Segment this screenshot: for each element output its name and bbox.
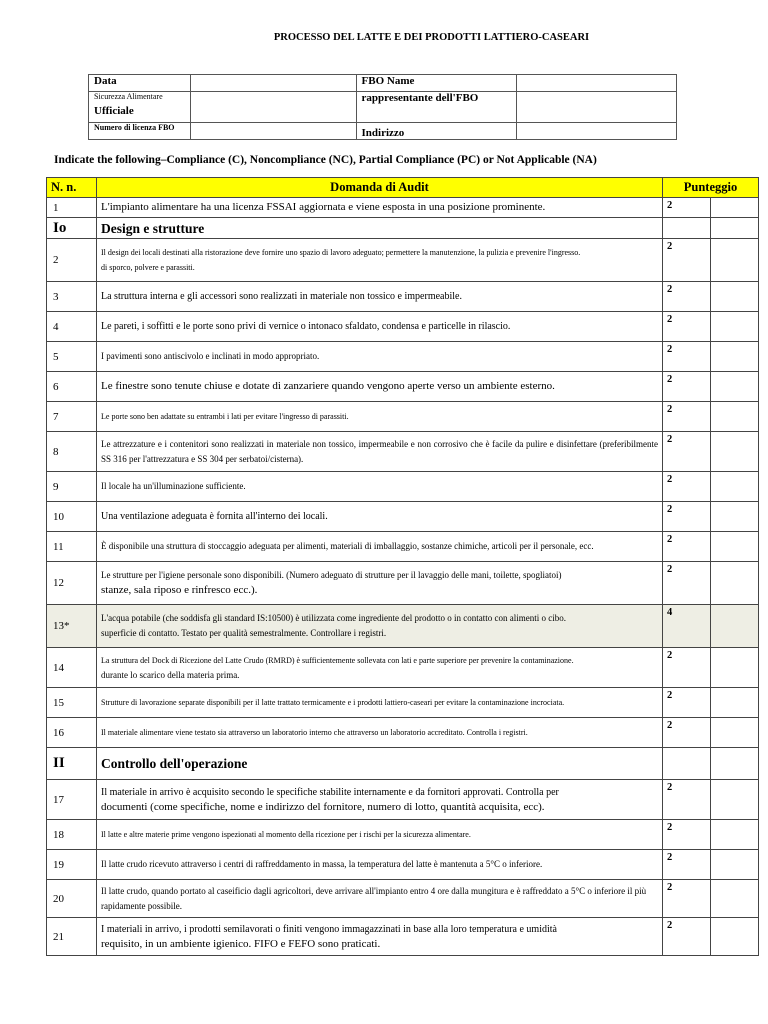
row-question: Il locale ha un'illuminazione sufficiente. [97, 472, 663, 502]
info-table [88, 74, 677, 140]
row-num: 12 [47, 562, 97, 605]
row-score: 2 [663, 372, 711, 402]
row-question: Le pareti, i soffitti e le porte sono privi di vernice o intonaco sfaldato, condensa e particelle in rilascio. [97, 312, 663, 342]
row-assessment-cell[interactable] [711, 880, 759, 918]
row-question-cont: documenti (come specifiche, nome e indirizzo del fornitore, numero di lotto, quantità acquisita, ecc). [101, 800, 545, 813]
row-assessment-cell [711, 218, 759, 239]
row-num: 19 [47, 850, 97, 880]
row-question: I materiali in arrivo, i prodotti semilavorati o finiti vengono immagazzinati in base alla loro temperatura e umidità [101, 923, 557, 935]
data-label: Data [89, 75, 191, 92]
row-num: 20 [47, 880, 97, 918]
row-num: 21 [47, 918, 97, 956]
table-row [47, 780, 759, 820]
section-title: Controllo dell'operazione [97, 748, 663, 780]
header-num: N. n. [47, 178, 97, 198]
row-question-cont: stanze, sala riposo e rinfresco ecc.). [101, 584, 258, 596]
row-score: 2 [663, 820, 711, 850]
row-num: 11 [47, 532, 97, 562]
row-score: 2 [663, 239, 711, 282]
row-num: 4 [47, 312, 97, 342]
row-num: 17 [47, 780, 97, 820]
header-question: Domanda di Audit [97, 178, 663, 198]
table-row-highlighted [47, 605, 759, 648]
rappresentante-label: rappresentante dell'FBO [356, 92, 517, 123]
row-num: 3 [47, 282, 97, 312]
row-assessment-cell[interactable] [711, 688, 759, 718]
row-question: È disponibile una struttura di stoccaggio adeguata per alimenti, materiali di imballaggio, sostanze chimiche, articoli per il personale, ecc. [97, 532, 663, 562]
row-num: 10 [47, 502, 97, 532]
row-num: 16 [47, 718, 97, 748]
row-assessment-cell[interactable] [711, 239, 759, 282]
row-score: 2 [663, 198, 711, 218]
row-assessment-cell[interactable] [711, 342, 759, 372]
row-question: Il materiale in arrivo è acquisito secondo le specifiche stabilite internamente e da fornitori approvati. Controlla per [101, 786, 559, 798]
table-row [47, 688, 759, 718]
row-num: 1 [47, 198, 97, 218]
row-score: 2 [663, 718, 711, 748]
section-row [47, 748, 759, 780]
row-num: 2 [47, 239, 97, 282]
row-num: 8 [47, 432, 97, 472]
row-question: Strutture di lavorazione separate disponibili per il latte trattato termicamente e i prodotti lattiero-caseari per evitare la contaminazione incrociata. [97, 688, 663, 718]
table-row [47, 502, 759, 532]
row-score: 2 [663, 688, 711, 718]
row-score: 4 [663, 605, 711, 648]
fbo-name-value-cell[interactable] [517, 75, 677, 92]
row-assessment-cell[interactable] [711, 432, 759, 472]
row-num: 18 [47, 820, 97, 850]
row-score: 2 [663, 472, 711, 502]
table-row [47, 239, 759, 282]
section-title: Design e strutture [97, 218, 663, 239]
row-assessment-cell[interactable] [711, 648, 759, 688]
row-question: Le finestre sono tenute chiuse e dotate di zanzariere quando vengono aperte verso un ambiente esterno. [97, 372, 663, 402]
row-score: 2 [663, 918, 711, 956]
instructions: Indicate the following–Compliance (C), Noncompliance (NC), Partial Compliance (PC) or Not Applicable (NA) [54, 154, 597, 166]
row-question: L'impianto alimentare ha una licenza FSSAI aggiornata e viene esposta in una posizione prominente. [97, 198, 663, 218]
row-question-cont: superficie di contatto. Testato per qualità semestralmente. Controllare i registri. [101, 628, 387, 638]
row-assessment-cell[interactable] [711, 198, 759, 218]
ufficiale-value-cell[interactable] [190, 92, 356, 123]
header-score: Punteggio [663, 178, 759, 198]
row-question: Il latte crudo, quando portato al caseificio dagli agricoltori, deve arrivare all'impianto entro 4 ore dalla mungitura e è raffreddato a 5°C o inferiore il più rapidamente possibile. [97, 880, 663, 918]
row-assessment-cell[interactable] [711, 472, 759, 502]
row-assessment-cell [711, 748, 759, 780]
table-row [47, 282, 759, 312]
table-row [47, 198, 759, 218]
row-score: 2 [663, 880, 711, 918]
row-assessment-cell[interactable] [711, 820, 759, 850]
table-row [47, 648, 759, 688]
row-question: I pavimenti sono antiscivolo e inclinati in modo appropriato. [97, 342, 663, 372]
row-assessment-cell[interactable] [711, 918, 759, 956]
row-assessment-cell[interactable] [711, 605, 759, 648]
table-row [47, 880, 759, 918]
table-row [47, 342, 759, 372]
row-question-cont: di sporco, polvere e parassiti. [101, 263, 195, 272]
table-header-row [47, 178, 759, 198]
table-row [47, 372, 759, 402]
row-num: 5 [47, 342, 97, 372]
table-row [47, 472, 759, 502]
row-question: La struttura del Dock di Ricezione del Latte Crudo (RMRD) è sufficientemente sollevata con lati e parte superiore per prevenire la contaminazione. [101, 655, 574, 665]
row-num: 9 [47, 472, 97, 502]
row-score: 2 [663, 502, 711, 532]
row-question: Una ventilazione adeguata è fornita all'interno dei locali. [97, 502, 663, 532]
table-row [47, 918, 759, 956]
row-assessment-cell[interactable] [711, 562, 759, 605]
data-value-cell[interactable] [190, 75, 356, 92]
row-assessment-cell[interactable] [711, 402, 759, 432]
row-score: 2 [663, 648, 711, 688]
row-question: Il materiale alimentare viene testato sia attraverso un laboratorio interno che attraverso un laboratorio accreditato. Controlla i registri. [97, 718, 663, 748]
row-num: 6 [47, 372, 97, 402]
sicurezza-label: Sicurezza Alimentare [94, 92, 163, 101]
row-question: La struttura interna e gli accessori sono realizzati in materiale non tossico e impermeabile. [97, 282, 663, 312]
row-score: 2 [663, 532, 711, 562]
row-question: Le porte sono ben adattate su entrambi i lati per evitare l'ingresso di parassiti. [97, 402, 663, 432]
row-question: Le strutture per l'igiene personale sono disponibili. (Numero adeguato di strutture per il lavaggio delle mani, toilette, spogliatoi) [101, 570, 562, 580]
table-row [47, 820, 759, 850]
row-assessment-cell[interactable] [711, 502, 759, 532]
row-score: 2 [663, 282, 711, 312]
row-score: 2 [663, 432, 711, 472]
row-question: Il latte crudo ricevuto attraverso i centri di raffreddamento in massa, la temperatura del latte è mantenuta a 5°C o inferiore. [97, 850, 663, 880]
row-assessment-cell[interactable] [711, 282, 759, 312]
row-assessment-cell[interactable] [711, 850, 759, 880]
table-row [47, 532, 759, 562]
row-question: Le attrezzature e i contenitori sono realizzati in materiale non tossico, impermeabile e non corrosivo che è facile da pulire e disinfettare (preferibilmente SS 316 per l'attrezzatura e SS 304 per serbatoi/cisterna). [97, 432, 663, 472]
row-num: 7 [47, 402, 97, 432]
table-row [47, 312, 759, 342]
licenza-label: Numero di licenza FBO [89, 123, 191, 140]
row-score: 2 [663, 850, 711, 880]
licenza-value-cell[interactable] [190, 123, 356, 140]
row-assessment-cell[interactable] [711, 372, 759, 402]
row-assessment-cell[interactable] [711, 718, 759, 748]
table-row [47, 432, 759, 472]
row-score: 2 [663, 562, 711, 605]
row-score [663, 218, 711, 239]
row-assessment-cell[interactable] [711, 780, 759, 820]
row-score: 2 [663, 312, 711, 342]
rappresentante-value-cell[interactable] [517, 92, 677, 123]
indirizzo-label: Indirizzo [356, 123, 517, 140]
row-score: 2 [663, 780, 711, 820]
row-question: Il design dei locali destinati alla ristorazione deve fornire uno spazio di lavoro adeguato; permettere la manutenzione, la pulizia e prevenire l'ingresso. [101, 248, 581, 257]
row-question: Il latte e altre materie prime vengono ispezionati al momento della ricezione per i rischi per la sicurezza alimentare. [97, 820, 663, 850]
row-num: 15 [47, 688, 97, 718]
indirizzo-value-cell[interactable] [517, 123, 677, 140]
row-question: L'acqua potabile (che soddisfa gli standard IS:10500) è utilizzata come ingrediente del prodotto o in contatto con alimenti o cibo. [101, 613, 566, 623]
section-row [47, 218, 759, 239]
table-row [47, 718, 759, 748]
table-row [47, 402, 759, 432]
row-question-cont: requisito, in un ambiente igienico. FIFO e FEFO sono praticati. [101, 937, 381, 950]
row-assessment-cell[interactable] [711, 312, 759, 342]
table-row [47, 562, 759, 605]
row-num: 14 [47, 648, 97, 688]
document-title: PROCESSO DEL LATTE E DEI PRODOTTI LATTIERO-CASEARI [273, 32, 590, 43]
table-row [47, 850, 759, 880]
audit-table [46, 177, 759, 956]
section-num: II [47, 748, 97, 780]
ufficiale-label: Ufficiale [94, 105, 134, 117]
row-score: 2 [663, 342, 711, 372]
row-num: 13* [47, 605, 97, 648]
fbo-name-label: FBO Name [356, 75, 517, 92]
row-question-cont: durante lo scarico della materia prima. [101, 669, 240, 680]
row-assessment-cell[interactable] [711, 532, 759, 562]
row-score: 2 [663, 402, 711, 432]
section-num: Io [47, 218, 97, 239]
row-score [663, 748, 711, 780]
